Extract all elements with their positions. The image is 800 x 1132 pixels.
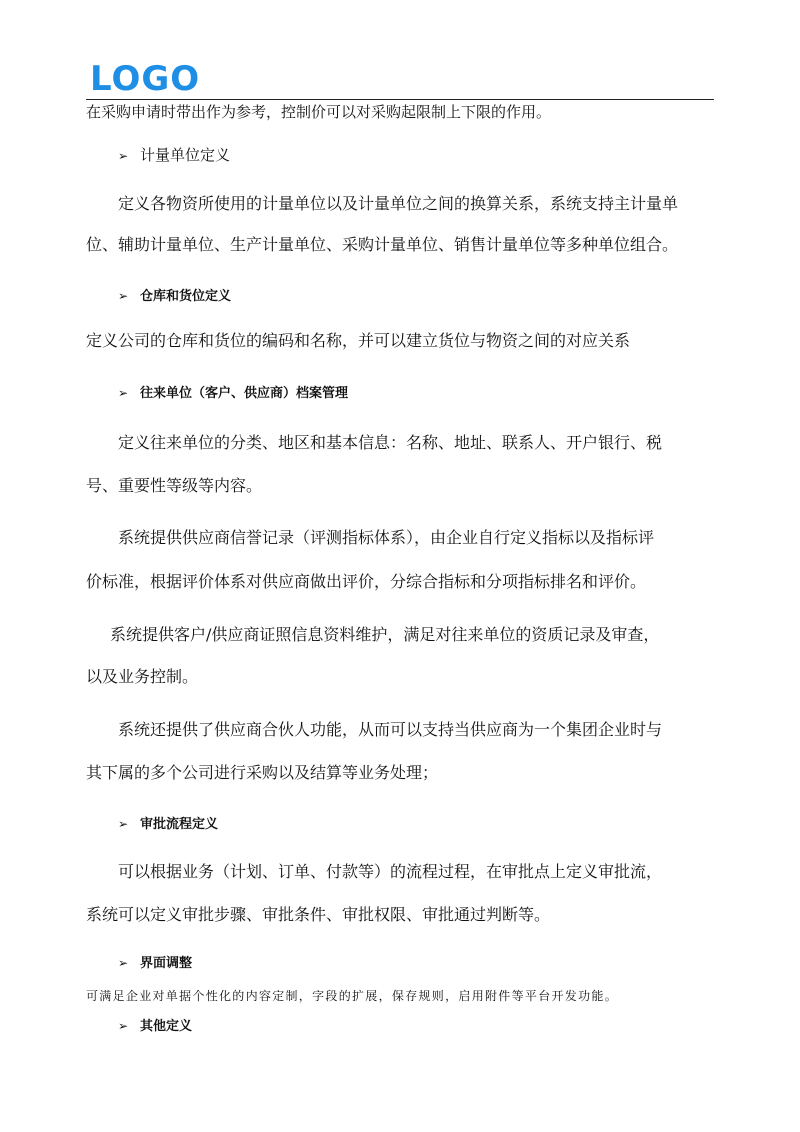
paragraph-line: 可满足企业对单据个性化的内容定制，字段的扩展，保存规则，启用附件等平台开发功能。	[86, 989, 619, 1003]
paragraph-line: 号、重要性等级等内容。	[86, 476, 263, 495]
paragraph-line: 系统可以定义审批步骤、审批条件、审批权限、审批通过判断等。	[86, 905, 551, 924]
paragraph-line: 系统还提供了供应商合伙人功能，从而可以支持当供应商为一个集团企业时与	[118, 720, 663, 739]
bullet-heading	[118, 148, 230, 163]
paragraph-line: 系统提供客户/供应商证照信息资料维护，满足对往来单位的资质记录及审查，	[110, 625, 660, 644]
arrow-icon: ➢	[118, 149, 129, 163]
paragraph-line: 可以根据业务（计划、订单、付款等）的流程过程，在审批点上定义审批流，	[118, 862, 663, 881]
bullet-heading	[118, 818, 218, 831]
bullet-heading-label: 界面调整	[140, 956, 193, 971]
paragraph-line: 在采购申请时带出作为参考，控制价可以对采购起限制上下限的作用。	[86, 103, 552, 121]
header-rule	[86, 99, 714, 100]
paragraph-line: 位、辅助计量单位、生产计量单位、采购计量单位、销售计量单位等多种单位组合。	[86, 235, 679, 254]
bullet-heading-label: 仓库和货位定义	[140, 289, 232, 304]
paragraph-line: 其下属的多个公司进行采购以及结算等业务处理；	[86, 763, 439, 782]
bullet-heading-label: 往来单位（客户、供应商）档案管理	[140, 386, 349, 401]
paragraph-line: 以及业务控制。	[86, 667, 199, 686]
paragraph-line: 定义公司的仓库和货位的编码和名称，并可以建立货位与物资之间的对应关系	[86, 331, 631, 350]
arrow-icon: ➢	[118, 1019, 129, 1033]
arrow-icon: ➢	[118, 817, 129, 831]
bullet-heading	[118, 1020, 192, 1033]
logo: LOGO	[90, 59, 201, 99]
bullet-heading-label: 其他定义	[140, 1019, 193, 1034]
arrow-icon: ➢	[118, 289, 129, 303]
bullet-heading-label: 审批流程定义	[140, 817, 219, 832]
arrow-icon: ➢	[118, 386, 129, 400]
paragraph-line: 价标准，根据评价体系对供应商做出评价，分综合指标和分项指标排名和评价。	[86, 572, 647, 591]
paragraph-line: 定义往来单位的分类、地区和基本信息：名称、地址、联系人、开户银行、税	[118, 433, 663, 452]
bullet-heading	[118, 957, 192, 970]
bullet-heading-label: 计量单位定义	[140, 146, 231, 164]
paragraph-line: 系统提供供应商信誉记录（评测指标体系），由企业自行定义指标以及指标评	[118, 528, 655, 547]
paragraph-line: 定义各物资所使用的计量单位以及计量单位之间的换算关系，系统支持主计量单	[118, 194, 679, 213]
bullet-heading	[118, 387, 348, 400]
bullet-heading	[118, 290, 231, 303]
arrow-icon: ➢	[118, 956, 129, 970]
